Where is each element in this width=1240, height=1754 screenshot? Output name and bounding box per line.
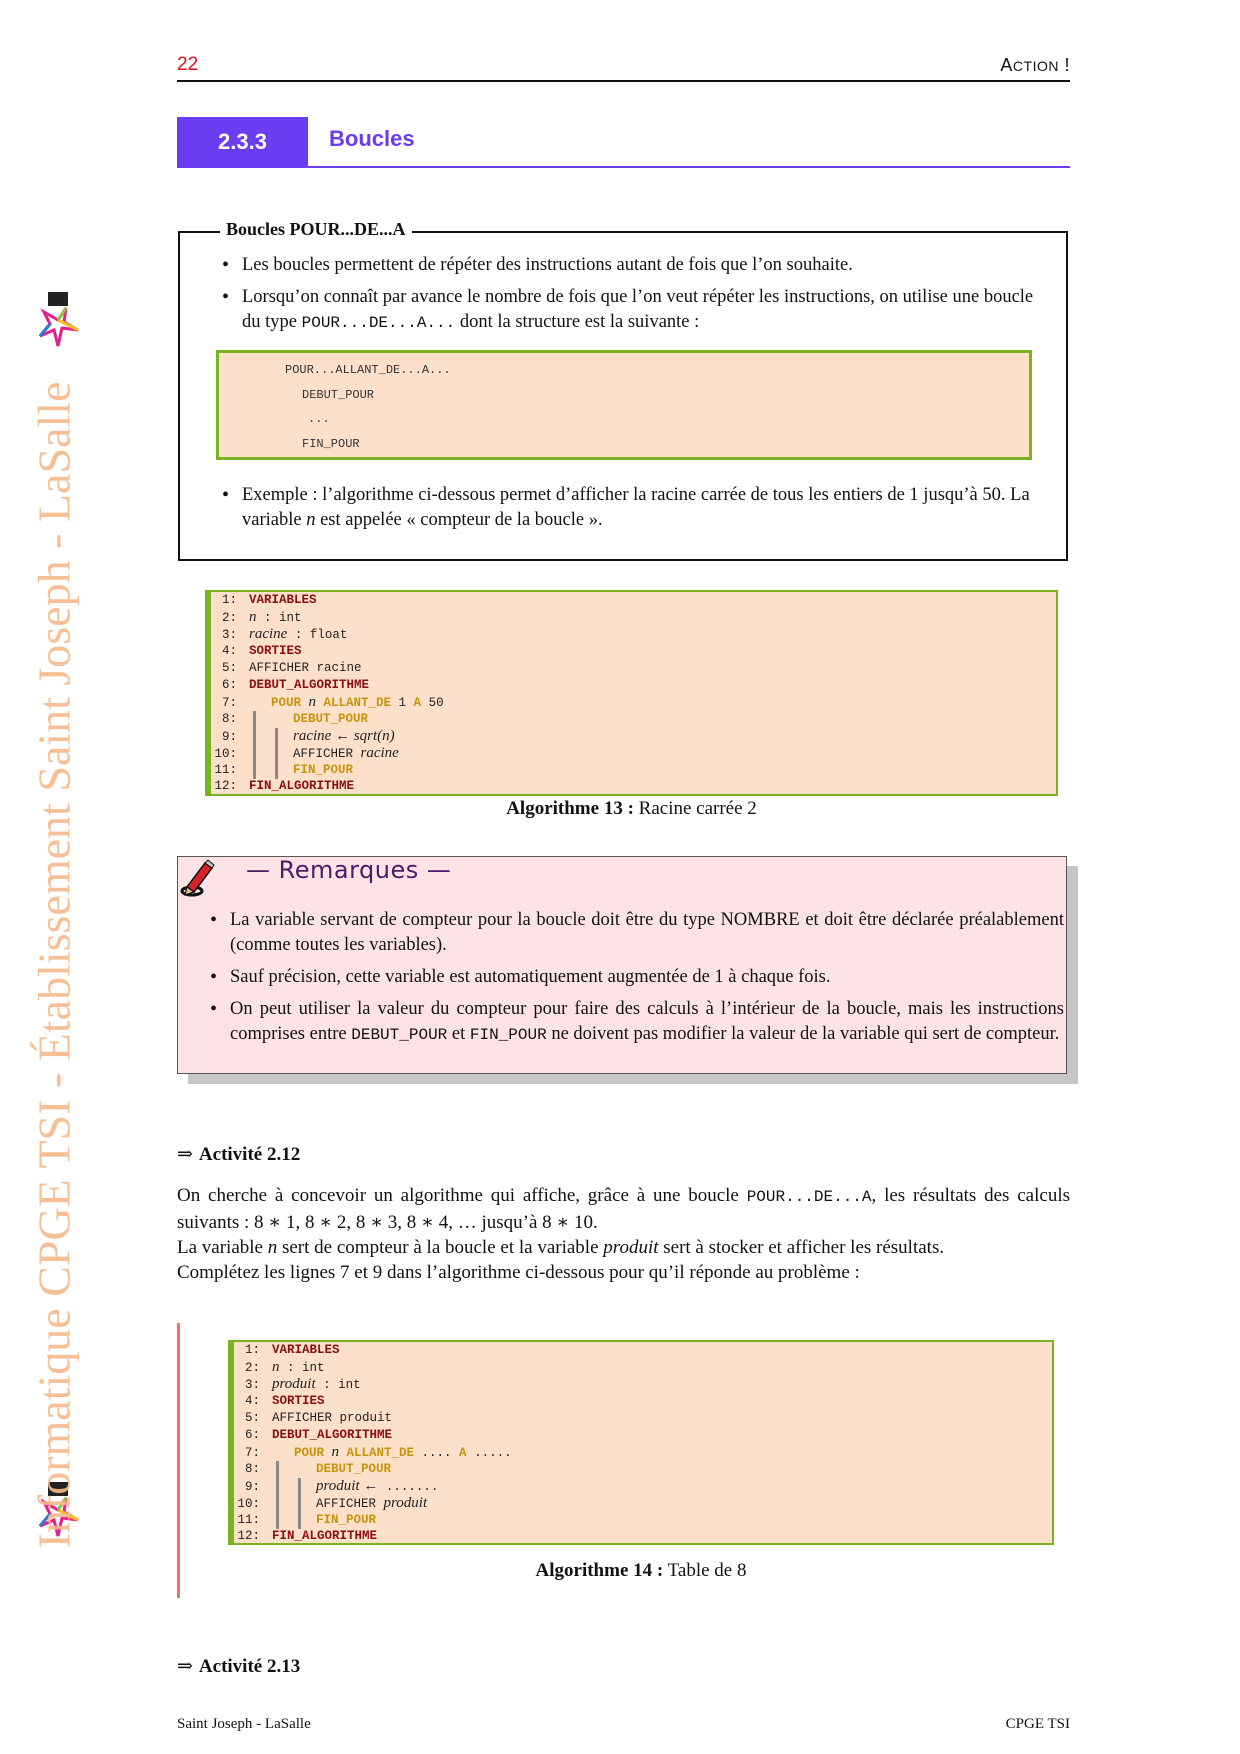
code-keyword: VARIABLES bbox=[249, 593, 317, 607]
code-line bbox=[234, 1359, 325, 1376]
line-number: 7: bbox=[244, 1446, 260, 1460]
code-text: 50 bbox=[421, 696, 444, 710]
activity-instruction: Complétez les lignes 7 et 9 dans l’algorithme ci-dessous pour qu’il réponde au problème : bbox=[177, 1262, 860, 1283]
code-text: AFFICHER produit bbox=[272, 1411, 393, 1425]
frame-bullet-1: • Les boucles permettent de répéter des instructions autant de fois que l’on souhaite. bbox=[220, 253, 1055, 278]
code-keyword: FIN_POUR bbox=[316, 1513, 377, 1527]
line-number: 8: bbox=[221, 712, 237, 726]
code-text: AFFICHER bbox=[316, 1497, 384, 1511]
remark-text: ne doivent pas modifier la valeur de la variable qui sert de compteur. bbox=[546, 1024, 1060, 1044]
code-line bbox=[211, 643, 302, 660]
activity-2-13-heading bbox=[177, 1655, 300, 1678]
code-text: 1 bbox=[398, 696, 414, 710]
code-text: n bbox=[272, 1359, 280, 1375]
code-line bbox=[211, 609, 302, 626]
remark-bullet-2: • Sauf précision, cette variable est automatiquement augmentée de 1 à chaque fois. bbox=[208, 965, 1064, 990]
code-text: produit ← bbox=[316, 1478, 379, 1494]
code-keyword: A bbox=[413, 696, 422, 710]
block-indent-bar bbox=[298, 1478, 301, 1529]
line-number: 12: bbox=[214, 779, 237, 793]
code-line bbox=[234, 1410, 392, 1427]
line-number: 6: bbox=[244, 1428, 260, 1442]
code-line bbox=[234, 1376, 361, 1393]
code-text: ..... bbox=[466, 1446, 512, 1460]
code-line bbox=[234, 1427, 392, 1444]
caption-text: Table de 8 bbox=[663, 1560, 747, 1581]
line-number: 1: bbox=[221, 593, 237, 607]
activity-text: sert à stocker et afficher les résultats. bbox=[658, 1237, 945, 1258]
running-title-smallcaps: CTION bbox=[1012, 58, 1059, 74]
line-number: 8: bbox=[244, 1462, 260, 1476]
inline-code: POUR...DE...A bbox=[746, 1188, 872, 1206]
example-text: Exemple : l’algorithme ci-dessous permet d’afficher la racine carrée de tous les entiers de 1 jusqu’à 50. La variable bbox=[242, 485, 1030, 530]
line-number: 4: bbox=[221, 644, 237, 658]
implies-arrow-icon: ⇒ bbox=[177, 1656, 193, 1677]
line-number: 3: bbox=[244, 1378, 260, 1392]
code-line bbox=[234, 1393, 325, 1410]
code-line bbox=[211, 762, 353, 779]
activity-text: On cherche à concevoir un algorithme qui affiche, grâce à une boucle bbox=[177, 1185, 747, 1206]
line-number: 6: bbox=[221, 678, 237, 692]
code-text: ....... bbox=[378, 1480, 439, 1494]
running-title-initial: A bbox=[1000, 55, 1013, 75]
structure-line: ... bbox=[308, 412, 330, 426]
activity-label: Activité 2.13 bbox=[198, 1656, 301, 1677]
code-keyword: VARIABLES bbox=[272, 1343, 340, 1357]
code-text: produit bbox=[383, 1495, 428, 1511]
code-line bbox=[234, 1478, 438, 1495]
remark-bullet-1: • La variable servant de compteur pour la boucle doit être du type NOMBRE et doit être déclarée préalablement (comme toutes les variables). bbox=[208, 908, 1064, 958]
example-variable: n bbox=[306, 510, 316, 530]
algorithm-14-box bbox=[228, 1340, 1054, 1545]
pencil-icon bbox=[179, 857, 215, 902]
running-title-end: ! bbox=[1058, 55, 1070, 75]
code-keyword: ALLANT_DE bbox=[339, 1446, 422, 1460]
code-keyword: ALLANT_DE bbox=[316, 696, 399, 710]
code-line bbox=[211, 592, 317, 609]
line-number: 9: bbox=[221, 730, 237, 744]
code-text: : float bbox=[287, 628, 348, 642]
code-text: racine bbox=[360, 745, 399, 761]
line-number: 10: bbox=[214, 747, 237, 761]
code-text: n bbox=[308, 694, 317, 710]
code-text: : int bbox=[279, 1361, 325, 1375]
caption-label: Algorithme 14 : bbox=[535, 1560, 664, 1581]
remark-bullet-3 bbox=[208, 997, 1064, 1048]
caption-label: Algorithme 13 : bbox=[506, 798, 634, 819]
section-rule bbox=[177, 166, 1070, 168]
code-text: AFFICHER racine bbox=[249, 661, 362, 675]
code-keyword: DEBUT_POUR bbox=[293, 712, 369, 726]
line-number: 11: bbox=[214, 763, 237, 777]
line-number: 11: bbox=[237, 1513, 260, 1527]
line-number: 2: bbox=[221, 611, 237, 625]
code-keyword: POUR bbox=[271, 696, 309, 710]
code-line bbox=[234, 1444, 512, 1461]
remark-text: et bbox=[447, 1024, 470, 1044]
block-indent-bar bbox=[275, 728, 278, 779]
activity-text: sert de compteur à la boucle et la variable bbox=[277, 1237, 604, 1258]
code-line bbox=[211, 660, 362, 677]
code-keyword: POUR bbox=[294, 1446, 332, 1460]
code-text: racine ← sqrt(n) bbox=[293, 728, 395, 744]
variable-n: n bbox=[267, 1237, 278, 1258]
loop-structure-box bbox=[216, 350, 1032, 460]
line-number: 9: bbox=[244, 1480, 260, 1494]
code-line bbox=[234, 1342, 340, 1359]
frame-bullet-2 bbox=[220, 285, 1055, 336]
code-line bbox=[234, 1461, 391, 1478]
bullet-text-end: dont la structure est la suivante : bbox=[455, 312, 700, 332]
code-keyword: SORTIES bbox=[272, 1394, 325, 1408]
line-number: 4: bbox=[244, 1394, 260, 1408]
line-number: 3: bbox=[221, 628, 237, 642]
line-number: 10: bbox=[237, 1497, 260, 1511]
code-line bbox=[211, 728, 395, 745]
example-text-end: est appelée « compteur de la boucle ». bbox=[315, 510, 603, 530]
code-text: racine bbox=[249, 626, 288, 642]
code-line bbox=[211, 711, 368, 728]
line-number: 12: bbox=[237, 1529, 260, 1543]
algorithm-14-caption bbox=[228, 1560, 1054, 1582]
code-keyword: DEBUT_ALGORITHME bbox=[272, 1428, 393, 1442]
inline-code: FIN_POUR bbox=[469, 1026, 547, 1044]
code-line bbox=[211, 745, 399, 762]
code-text: produit bbox=[272, 1376, 316, 1392]
remarques-title: — Remarques — bbox=[246, 856, 452, 884]
frame-title: Boucles POUR...DE...A bbox=[220, 219, 412, 240]
line-number: 2: bbox=[244, 1361, 260, 1375]
code-keyword: FIN_ALGORITHME bbox=[249, 779, 355, 793]
code-keyword: FIN_ALGORITHME bbox=[272, 1529, 378, 1543]
algorithm-13-box bbox=[205, 590, 1058, 796]
code-keyword: SORTIES bbox=[249, 644, 302, 658]
block-indent-bar bbox=[276, 1461, 279, 1529]
inline-code: DEBUT_POUR bbox=[351, 1026, 448, 1044]
code-text: : int bbox=[256, 611, 302, 625]
variable-produit: produit bbox=[603, 1237, 659, 1258]
footer-school: Saint Joseph - LaSalle bbox=[177, 1716, 311, 1732]
structure-line: POUR...ALLANT_DE...A... bbox=[285, 363, 451, 377]
implies-arrow-icon: ⇒ bbox=[177, 1144, 193, 1165]
activity-text: La variable bbox=[177, 1237, 268, 1258]
frame-bullets bbox=[220, 253, 1055, 336]
code-line bbox=[234, 1528, 377, 1545]
section-number: 2.3.3 bbox=[177, 117, 308, 167]
line-number: 5: bbox=[221, 661, 237, 675]
frame-bullets-example bbox=[220, 483, 1055, 533]
code-text: .... bbox=[421, 1446, 460, 1460]
inline-code: POUR...DE...A... bbox=[301, 314, 456, 332]
activity-2-12-text bbox=[177, 1183, 1070, 1285]
code-line bbox=[211, 694, 444, 711]
code-keyword: DEBUT_POUR bbox=[316, 1462, 392, 1476]
code-keyword: DEBUT_ALGORITHME bbox=[249, 678, 370, 692]
footer-class: CPGE TSI bbox=[1005, 1716, 1070, 1732]
structure-line: FIN_POUR bbox=[302, 437, 360, 451]
line-number: 7: bbox=[221, 696, 237, 710]
bullet-text: Lorsqu’on connaît par avance le nombre de fois que l’on veut répéter les instructions, on utilise une boucle du type bbox=[242, 287, 1034, 332]
frame-bullet-example bbox=[220, 483, 1055, 533]
code-line bbox=[234, 1495, 427, 1512]
code-text: : int bbox=[315, 1378, 361, 1392]
code-keyword: A bbox=[459, 1446, 467, 1460]
activity-text: , les résultats des calculs suivants : 8 ∗ 1, 8 ∗ 2, 8 ∗ 3, 8 ∗ 4, … jusqu’à 8 ∗ 10. bbox=[177, 1185, 1070, 1233]
page-number: 22 bbox=[177, 54, 199, 75]
code-text: n bbox=[331, 1444, 340, 1460]
remark-text: On peut utiliser la valeur du compteur pour faire des calculs à l’intérieur de la boucle, mais les instructions comprises entre bbox=[230, 999, 1064, 1044]
code-keyword: FIN_POUR bbox=[293, 763, 354, 777]
line-number: 5: bbox=[244, 1411, 260, 1425]
activity-2-12-heading bbox=[177, 1143, 300, 1166]
block-indent-bar bbox=[253, 711, 256, 779]
code-line bbox=[234, 1512, 376, 1529]
structure-line: DEBUT_POUR bbox=[302, 388, 375, 402]
code-line bbox=[211, 778, 354, 795]
code-line bbox=[211, 626, 347, 643]
section-title: Boucles bbox=[329, 126, 415, 151]
line-number: 1: bbox=[244, 1343, 260, 1357]
remarques-bullets bbox=[208, 908, 1064, 1048]
exercise-margin-bar bbox=[177, 1323, 180, 1598]
header-rule bbox=[177, 80, 1070, 82]
code-line bbox=[211, 677, 369, 694]
algorithm-13-caption bbox=[205, 798, 1058, 820]
activity-label: Activité 2.12 bbox=[198, 1144, 301, 1165]
school-logo-icon-top bbox=[36, 290, 80, 359]
code-text: n bbox=[249, 609, 257, 625]
vertical-watermark: Informatique CPGE TSI - Établissement Saint Joseph - LaSalle bbox=[28, 381, 80, 1549]
running-title bbox=[1000, 55, 1070, 76]
caption-text: Racine carrée 2 bbox=[633, 798, 757, 819]
code-text: AFFICHER bbox=[293, 747, 361, 761]
